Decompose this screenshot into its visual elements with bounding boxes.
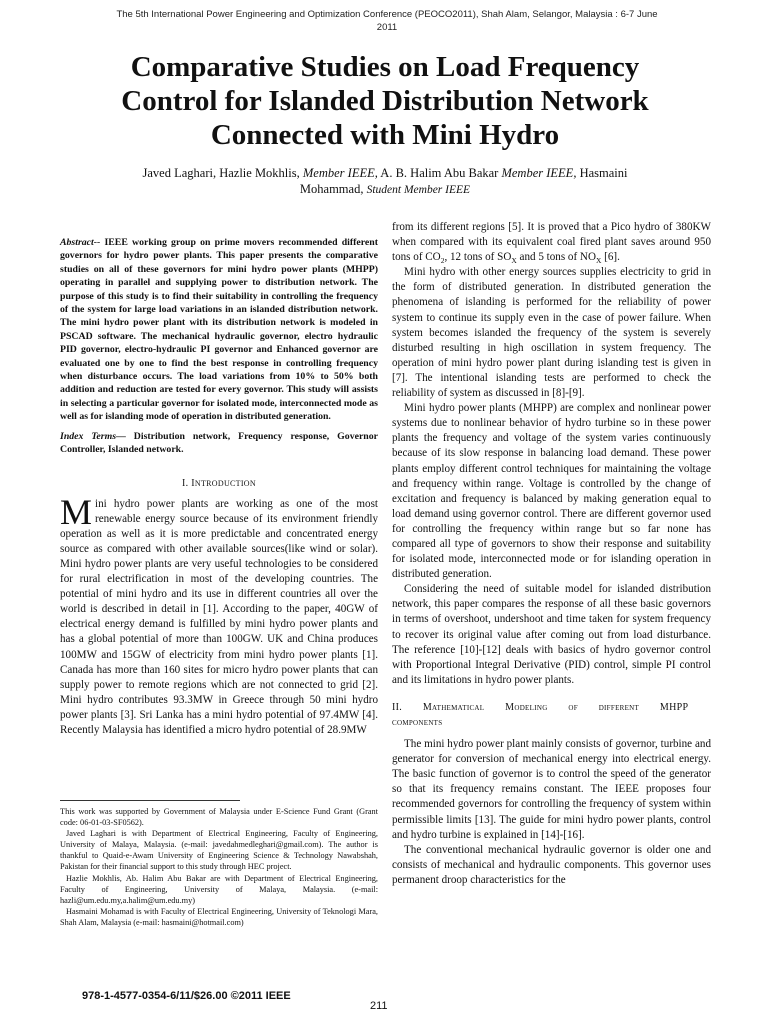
subscript-2: 2 (440, 256, 445, 266)
conference-header-line2: 2011 (376, 22, 398, 33)
left-column (60, 236, 378, 738)
drop-cap: M (60, 491, 93, 532)
footnote-funding: This work was supported by Government of Malaysia under E-Science Fund Grant (Grant code: 06-01-03-SF0562). (60, 807, 378, 828)
continuation-text-2: , 12 tons of SO (444, 251, 512, 264)
section-heading-introduction (60, 476, 378, 491)
continuation-text-1: from its different regions [5]. It is proved that a Pico hydro of 380KW when compared with its equivalent coal fired plant saves around 950 tons of CO (392, 221, 711, 264)
author-names-1: Javed Laghari, Hazlie Mokhlis, (142, 166, 300, 180)
author-name-4: Mohammad, (299, 182, 364, 196)
author-role-2: Member IEEE, (501, 166, 577, 180)
conference-header-line1: The 5th International Power Engineering and Optimization Conference (PEOCO2011), Shah Alam, Selangor, Malaysia : 6-7 June (116, 9, 658, 20)
title-line3: Connected with Mini Hydro (210, 119, 560, 151)
abstract-text: IEEE working group on prime movers recommended different governors for hydro power plants. This paper presents the comparative studies on all of these governors for mini hydro power plants (MHPP) operating in parallel and supplying power to distribution network. The purpose of this study is to find their suitability in controlling the frequency of the system for large load variations in an islanded distribution network. The mini hydro power plant with its distribution network is modeled in PSCAD software. The mechanical hydraulic governor, electro hydraulic PID governor, electro-hydraulic PI governor and Enhanced governor are evaluated one by one to find the best response in controlling frequency when disturbance occurs. The load variations from 10% to 50% both addition and reduction are tested for every governor. This study will assists in selecting a particular governor for isolated mode, interconnected mode as well as for islanding mode of operation in distributed generation. (60, 237, 378, 423)
footnote-author-2-3: Hazlie Mokhlis, Ab. Halim Abu Bakar are with Department of Electrical Engineering, Faculty of Engineering, University of Malaya, Malaysia. (e-mail: hazli@um.edu.my,a.halim@um.edu.my) (60, 873, 378, 905)
conference-header (96, 8, 678, 34)
author-names-2: A. B. Halim Abu Bakar (380, 166, 499, 180)
index-terms-label: Index Terms (60, 430, 117, 442)
title-line1: Comparative Studies on Load Frequency (130, 51, 640, 83)
intro-paragraph-2: Mini hydro with other energy sources supplies electricity to grid in the form of distributed generation. In distributed generation the phenomena of islanding is performed for the reliability of power system to continue its supply even in the case of power failure. When system becomes islanded the frequency of the system is severely disturbed resulting in high oscillation in system frequency. The operation of mini hydro power plant during islanding test is given in [7]. The intentional islanding tests are performed to check the reliability of system as discussed in [8]-[9]. (392, 266, 711, 400)
footnote-author-1: Javed Laghari is with Department of Electrical Engineering, Faculty of Engineering, University of Malaya, Malaysia. (e-mail: javedahmedleghari@gmail.com). The author is thankful to Quaid-e-Awam University of Engineering Science & Technology Nawabshah, Pakistan for their financial support to this study through HEC project. (60, 829, 378, 872)
intro-paragraph-1-text: ini hydro power plants are working as one of the most renewable energy source because of its environment friendly operation as well as it is more predictable and concentrated energy source as compared with other available sources(like wind or solar). Mini hydro power plants are very useful technologies to be considered for rural electrification in most of the developing countries. The potential of mini hydro and its use in different countries all over the world is described in detail in [1]. According to the paper, 40GW of electrical energy demand is fulfilled by mini hydro power plants and has a global potential of more than 100GW. UK and China produces 100MW and 15GW of electricity from mini hydro power plants [1]. Canada has more than 160 sites for micro hydro power plants that can supply power to remote regions which are not connected to grid [2]. Mini hydro contributes 93.3MW in Greece through 50 mini hydro power plants [3]. Sri Lanka has a mini hydro potential of 97.4MW [4]. Recently Malaysia has identified a micro hydro potential of 28.9MW (60, 497, 378, 736)
abstract (60, 236, 378, 424)
continuation-text-4: [6]. (601, 251, 620, 264)
author-line2 (90, 181, 680, 198)
index-terms (60, 430, 378, 457)
continuation-text-3: and 5 tons of NO (516, 251, 596, 264)
footnote-author-4: Hasmaini Mohamad is with Faculty of Electrical Engineering, University of Teknologi Mara, Shah Alam, Malaysia (e-mail: hasmaini@hotmail.com) (60, 906, 378, 927)
right-column (392, 220, 711, 888)
section1-title-first: I (191, 477, 195, 489)
author-role-3: Student Member IEEE (366, 184, 471, 196)
section1-title-rest: NTRODUCTION (194, 478, 256, 488)
section2-paragraph-2: The conventional mechanical hydraulic governor is older one and consists of mechanical and hydraulic components. This governor uses permanent droop characteristics for the (392, 843, 711, 886)
author-line1 (90, 165, 680, 181)
footnote-divider (60, 800, 240, 801)
author-names-3: Hasmaini (579, 166, 628, 180)
subscript-x-1: X (511, 256, 517, 266)
intro-paragraph-1 (60, 491, 378, 739)
paper-title (70, 50, 700, 152)
author-role-1: Member IEEE, (302, 166, 378, 180)
index-terms-text: — Distribution network, Frequency response, Governor Controller, Islanded network. (60, 430, 378, 456)
isbn-copyright: 978-1-4577-0354-6/11/$26.00 ©2011 IEEE (82, 990, 291, 1002)
footnotes (60, 806, 378, 928)
author-list (90, 165, 680, 198)
intro-continuation (392, 220, 711, 265)
intro-paragraph-4: Considering the need of suitable model for islanded distribution network, this paper compares the response of all these basic governors in terms of overshoot, undershoot and time taken for system frequency to recover its original value after coming out from load disturbance. The reference [10]-[12] deals with basics of hydro governor control with Proportional Integral Derivative (PID) control, simple PI control and its limitations in hydro power plants. (392, 583, 711, 686)
intro-paragraph-3: Mini hydro power plants (MHPP) are complex and nonlinear power systems due to nonlinear behavior of hydro turbine so in these power plants the frequency and voltage of the system varies continuously because of its slow response in balancing load demand. These power plants employ different control techniques for maintaining the voltage and frequency within range. Voltage is controlled by the change of excitation and frequency is balanced by making generation equal to load demand using governor control. There are different governor used for controlling the frequency within range but so far none has compared all type of governors to show their response and suitability for isolated mode, interconnected mode or for islanding operation in distributed generation. (392, 402, 711, 581)
section1-number: I. (182, 477, 192, 489)
abstract-label: Abstract-- (60, 237, 101, 248)
page-number: 211 (370, 1000, 388, 1012)
section2-paragraph-1: The mini hydro power plant mainly consists of governor, turbine and generator for conversion of mechanical energy into electrical energy. The basic function of governor is to control the speed of the generator so that its frequency remains constant. The IEEE proposes four recommended governors for controlling the frequency of system within permissible limits [13]. The guide for mini hydro power plants, control and hydro turbine is explained in [14]-[16]. (392, 738, 711, 841)
subscript-x-2: X (595, 256, 602, 266)
section-heading-modeling: II. Mathematical Modeling of different MHPP components (392, 701, 688, 728)
title-line2: Control for Islanded Distribution Network (121, 85, 649, 117)
